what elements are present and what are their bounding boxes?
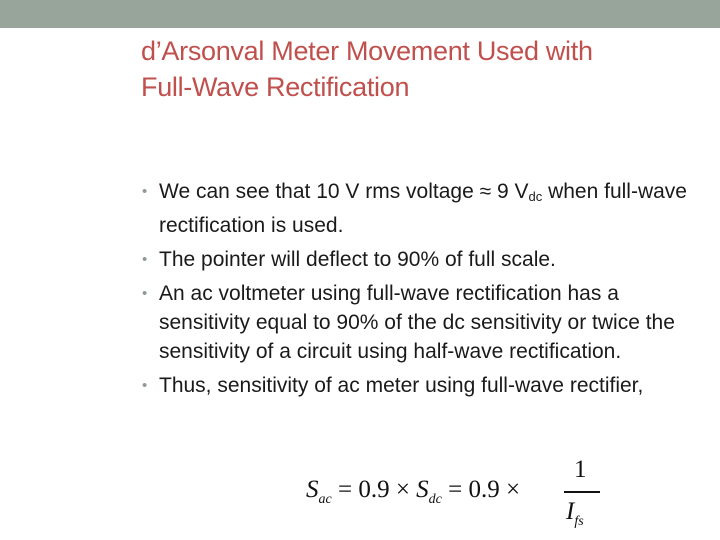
bullet-item xyxy=(142,371,712,400)
slide-title xyxy=(141,33,701,105)
bullet-icon: • xyxy=(142,251,148,268)
sensitivity-formula xyxy=(306,456,616,540)
fraction-numerator: 1 xyxy=(574,456,587,483)
formula-equals-2: = 0.9 × xyxy=(441,476,521,503)
bullet-text-tail: when full-wave rectification is used. xyxy=(159,180,687,237)
formula-i: I xyxy=(566,498,575,525)
formula-sub-ac: ac xyxy=(318,492,332,507)
formula-s-ac: S xyxy=(306,476,319,503)
title-line-2: Full-Wave Rectification xyxy=(141,72,410,102)
bullet-icon: • xyxy=(142,183,148,200)
top-banner xyxy=(0,0,720,28)
bullet-list xyxy=(142,177,712,405)
formula-equals-1: = 0.9 × xyxy=(331,476,417,503)
formula-sub-fs: fs xyxy=(574,514,584,529)
title-line-1: d’Arsonval Meter Movement Used with xyxy=(141,36,593,66)
bullet-icon: • xyxy=(142,285,148,302)
formula-sub-dc: dc xyxy=(428,492,442,507)
fraction-denominator xyxy=(566,498,584,530)
bullet-item xyxy=(142,245,712,274)
bullet-text: We can see that 10 V rms voltage ≈ 9 V xyxy=(159,180,529,203)
bullet-text: Thus, sensitivity of ac meter using full-wave rectifier, xyxy=(159,374,644,397)
subscript-dc: dc xyxy=(528,189,543,204)
bullet-icon: • xyxy=(142,377,148,394)
bullet-text: An ac voltmeter using full-wave rectification has a sensitivity equal to 90% of the dc sensitivity or twice the sensitivity of a circuit using half-wave rectification. xyxy=(159,282,675,363)
bullet-text: The pointer will deflect to 90% of full scale. xyxy=(159,248,556,271)
bullet-item xyxy=(142,279,712,366)
formula-s-dc: S xyxy=(416,476,429,503)
bullet-item xyxy=(142,177,712,240)
fraction-bar xyxy=(564,491,600,493)
formula-main xyxy=(306,476,520,508)
